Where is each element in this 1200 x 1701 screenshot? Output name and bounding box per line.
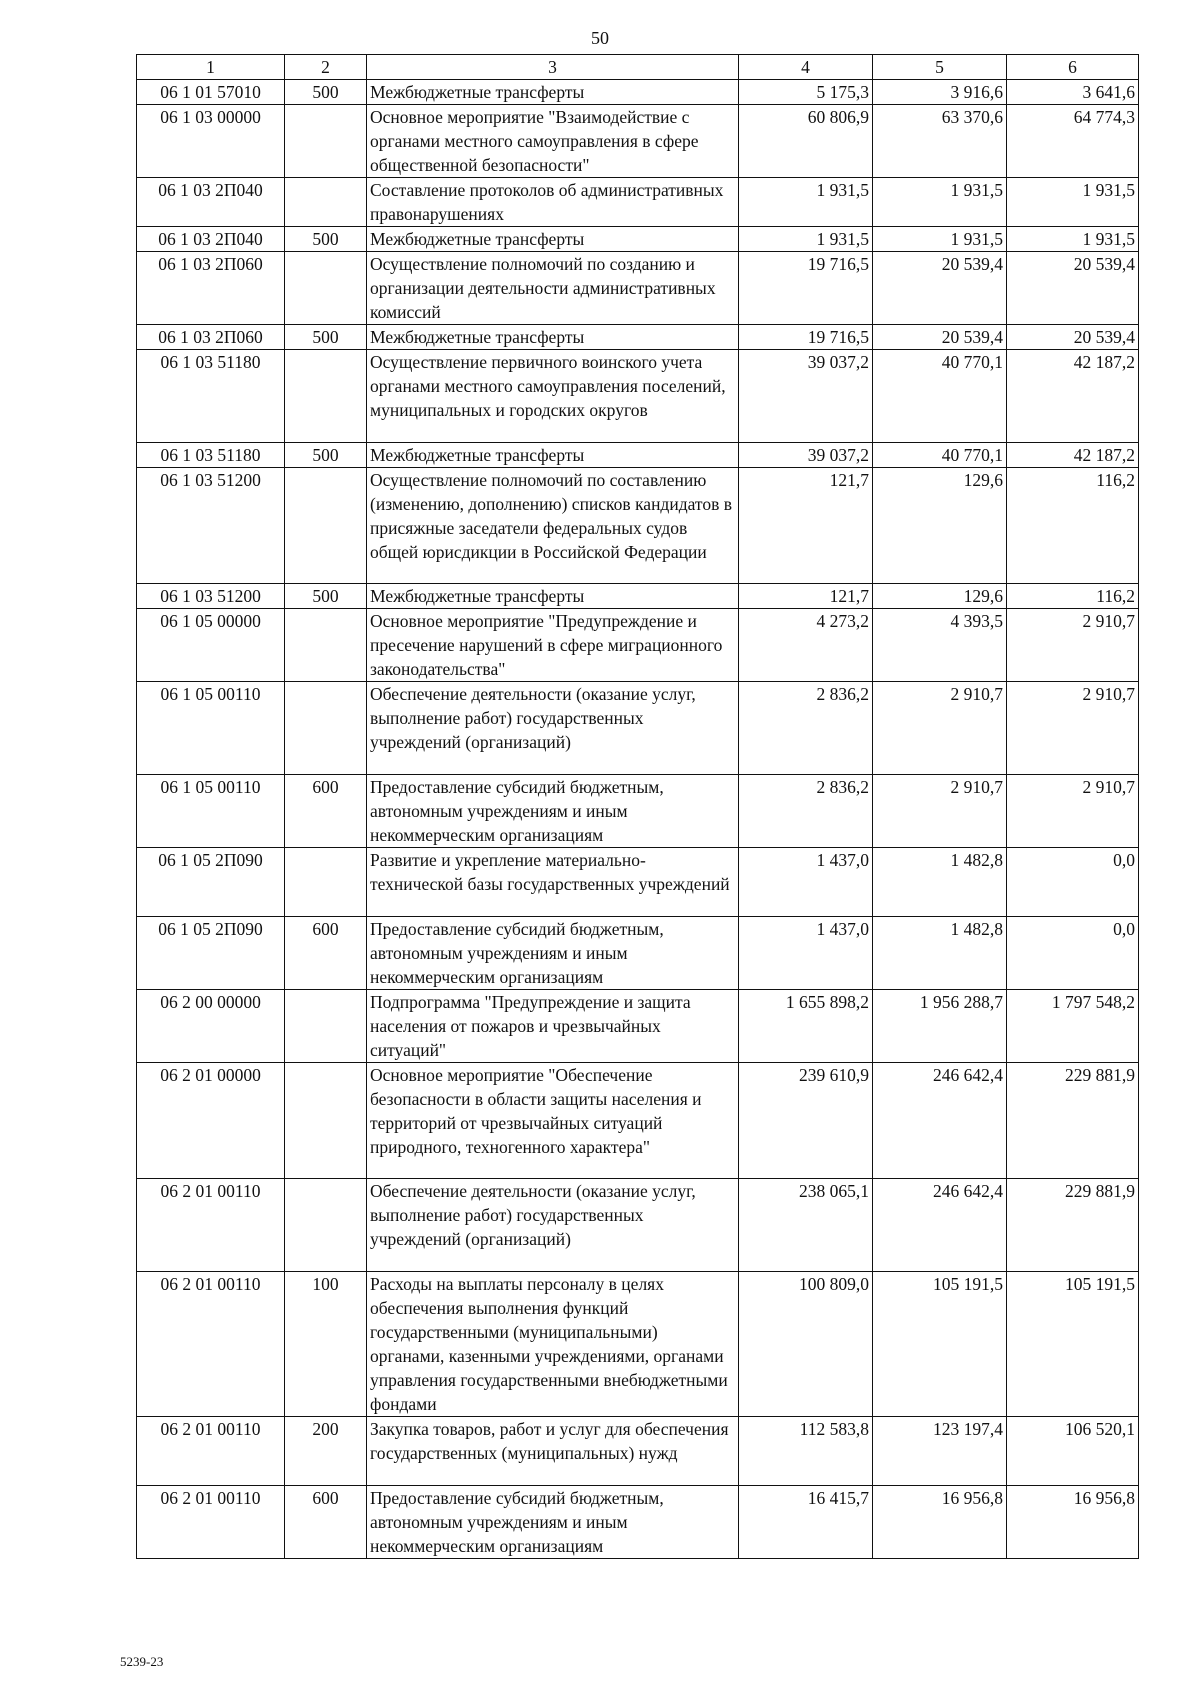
item-name-cell: Основное мероприятие "Взаимодействие с органами местного самоуправления в сфере общественной безопасности"	[367, 105, 739, 178]
item-name-cell: Межбюджетные трансферты	[367, 325, 739, 350]
table-row	[137, 1179, 1139, 1272]
code-cell: 06 1 01 57010	[137, 80, 285, 105]
amount-year1-cell: 1 655 898,2	[739, 990, 873, 1063]
code-cell: 06 1 05 2П090	[137, 917, 285, 990]
expense-type-cell	[285, 178, 367, 227]
amount-year3-cell: 1 797 548,2	[1007, 990, 1139, 1063]
code-cell: 06 2 00 00000	[137, 990, 285, 1063]
amount-year2-cell: 123 197,4	[873, 1417, 1007, 1486]
table-row	[137, 584, 1139, 609]
column-header: 3	[367, 55, 739, 80]
amount-year2-cell: 63 370,6	[873, 105, 1007, 178]
code-cell: 06 1 03 51180	[137, 350, 285, 443]
item-name-cell: Составление протоколов об административных правонарушениях	[367, 178, 739, 227]
amount-year2-cell: 1 482,8	[873, 917, 1007, 990]
amount-year2-cell: 105 191,5	[873, 1272, 1007, 1417]
item-name-cell: Межбюджетные трансферты	[367, 227, 739, 252]
amount-year2-cell: 1 482,8	[873, 848, 1007, 917]
amount-year2-cell: 4 393,5	[873, 609, 1007, 682]
item-name-cell: Предоставление субсидий бюджетным, автономным учреждениям и иным некоммерческим организациям	[367, 1486, 739, 1559]
item-name-cell: Межбюджетные трансферты	[367, 584, 739, 609]
amount-year3-cell: 64 774,3	[1007, 105, 1139, 178]
amount-year3-cell: 116,2	[1007, 584, 1139, 609]
amount-year3-cell: 20 539,4	[1007, 252, 1139, 325]
table-row	[137, 990, 1139, 1063]
table-row	[137, 468, 1139, 584]
item-name-cell: Осуществление полномочий по составлению (изменению, дополнению) списков кандидатов в присяжные заседатели федеральных судов общей юрисдикции в Российской Федерации	[367, 468, 739, 584]
column-header: 6	[1007, 55, 1139, 80]
amount-year2-cell: 1 956 288,7	[873, 990, 1007, 1063]
item-name-cell: Закупка товаров, работ и услуг для обеспечения государственных (муниципальных) нужд	[367, 1417, 739, 1486]
amount-year2-cell: 1 931,5	[873, 178, 1007, 227]
expense-type-cell: 500	[285, 80, 367, 105]
item-name-cell: Межбюджетные трансферты	[367, 443, 739, 468]
table-row	[137, 1417, 1139, 1486]
column-header: 5	[873, 55, 1007, 80]
amount-year2-cell: 3 916,6	[873, 80, 1007, 105]
amount-year1-cell: 19 716,5	[739, 252, 873, 325]
amount-year3-cell: 229 881,9	[1007, 1179, 1139, 1272]
amount-year1-cell: 112 583,8	[739, 1417, 873, 1486]
expense-type-cell: 500	[285, 325, 367, 350]
amount-year3-cell: 2 910,7	[1007, 682, 1139, 775]
amount-year3-cell: 3 641,6	[1007, 80, 1139, 105]
expense-type-cell	[285, 468, 367, 584]
amount-year1-cell: 4 273,2	[739, 609, 873, 682]
amount-year1-cell: 2 836,2	[739, 775, 873, 848]
expense-type-cell	[285, 1179, 367, 1272]
table-row	[137, 1486, 1139, 1559]
code-cell: 06 1 05 00110	[137, 775, 285, 848]
item-name-cell: Обеспечение деятельности (оказание услуг, выполнение работ) государственных учреждений (организаций)	[367, 682, 739, 775]
table-row	[137, 1272, 1139, 1417]
amount-year2-cell: 246 642,4	[873, 1179, 1007, 1272]
amount-year1-cell: 239 610,9	[739, 1063, 873, 1179]
code-cell: 06 1 05 2П090	[137, 848, 285, 917]
code-cell: 06 2 01 00110	[137, 1417, 285, 1486]
amount-year1-cell: 1 931,5	[739, 178, 873, 227]
expense-type-cell: 600	[285, 775, 367, 848]
expense-type-cell	[285, 350, 367, 443]
budget-table	[136, 54, 1139, 1559]
item-name-cell: Развитие и укрепление материально-технической базы государственных учреждений	[367, 848, 739, 917]
amount-year1-cell: 39 037,2	[739, 443, 873, 468]
amount-year1-cell: 39 037,2	[739, 350, 873, 443]
amount-year1-cell: 121,7	[739, 584, 873, 609]
amount-year3-cell: 1 931,5	[1007, 178, 1139, 227]
expense-type-cell	[285, 1063, 367, 1179]
amount-year2-cell: 16 956,8	[873, 1486, 1007, 1559]
expense-type-cell: 600	[285, 917, 367, 990]
item-name-cell: Осуществление первичного воинского учета органами местного самоуправления поселений, муниципальных и городских округов	[367, 350, 739, 443]
column-header: 2	[285, 55, 367, 80]
item-name-cell: Осуществление полномочий по созданию и организации деятельности административных комиссий	[367, 252, 739, 325]
amount-year3-cell: 116,2	[1007, 468, 1139, 584]
table-row	[137, 443, 1139, 468]
amount-year3-cell: 106 520,1	[1007, 1417, 1139, 1486]
table-row	[137, 252, 1139, 325]
code-cell: 06 1 03 51200	[137, 468, 285, 584]
expense-type-cell	[285, 682, 367, 775]
column-header: 4	[739, 55, 873, 80]
table-row	[137, 178, 1139, 227]
code-cell: 06 1 03 2П060	[137, 325, 285, 350]
amount-year2-cell: 40 770,1	[873, 443, 1007, 468]
amount-year3-cell: 105 191,5	[1007, 1272, 1139, 1417]
amount-year3-cell: 229 881,9	[1007, 1063, 1139, 1179]
code-cell: 06 1 05 00000	[137, 609, 285, 682]
expense-type-cell	[285, 609, 367, 682]
expense-type-cell: 500	[285, 443, 367, 468]
code-cell: 06 1 03 51180	[137, 443, 285, 468]
table-row	[137, 682, 1139, 775]
table-row	[137, 848, 1139, 917]
amount-year3-cell: 42 187,2	[1007, 443, 1139, 468]
amount-year2-cell: 129,6	[873, 468, 1007, 584]
table-row	[137, 917, 1139, 990]
table-row	[137, 325, 1139, 350]
amount-year3-cell: 1 931,5	[1007, 227, 1139, 252]
amount-year1-cell: 1 437,0	[739, 848, 873, 917]
amount-year2-cell: 20 539,4	[873, 325, 1007, 350]
document-code: 5239-23	[120, 1654, 164, 1669]
expense-type-cell	[285, 252, 367, 325]
code-cell: 06 2 01 00000	[137, 1063, 285, 1179]
amount-year1-cell: 2 836,2	[739, 682, 873, 775]
amount-year1-cell: 5 175,3	[739, 80, 873, 105]
expense-type-cell: 500	[285, 227, 367, 252]
amount-year1-cell: 19 716,5	[739, 325, 873, 350]
item-name-cell: Основное мероприятие "Предупреждение и пресечение нарушений в сфере миграционного законодательства"	[367, 609, 739, 682]
amount-year3-cell: 0,0	[1007, 848, 1139, 917]
item-name-cell: Основное мероприятие "Обеспечение безопасности в области защиты населения и территорий от чрезвычайных ситуаций природного, техногенного характера"	[367, 1063, 739, 1179]
amount-year2-cell: 1 931,5	[873, 227, 1007, 252]
expense-type-cell: 500	[285, 584, 367, 609]
amount-year1-cell: 1 931,5	[739, 227, 873, 252]
amount-year3-cell: 42 187,2	[1007, 350, 1139, 443]
amount-year1-cell: 100 809,0	[739, 1272, 873, 1417]
code-cell: 06 1 03 00000	[137, 105, 285, 178]
code-cell: 06 2 01 00110	[137, 1179, 285, 1272]
code-cell: 06 1 03 2П060	[137, 252, 285, 325]
amount-year2-cell: 20 539,4	[873, 252, 1007, 325]
code-cell: 06 1 03 51200	[137, 584, 285, 609]
table-row	[137, 227, 1139, 252]
amount-year2-cell: 2 910,7	[873, 775, 1007, 848]
page-number: 50	[591, 28, 609, 48]
table-row	[137, 775, 1139, 848]
amount-year3-cell: 2 910,7	[1007, 609, 1139, 682]
item-name-cell: Предоставление субсидий бюджетным, автономным учреждениям и иным некоммерческим организациям	[367, 917, 739, 990]
amount-year2-cell: 246 642,4	[873, 1063, 1007, 1179]
amount-year1-cell: 121,7	[739, 468, 873, 584]
expense-type-cell: 200	[285, 1417, 367, 1486]
table-row	[137, 80, 1139, 105]
amount-year3-cell: 16 956,8	[1007, 1486, 1139, 1559]
table-row	[137, 350, 1139, 443]
item-name-cell: Подпрограмма "Предупреждение и защита населения от пожаров и чрезвычайных ситуаций"	[367, 990, 739, 1063]
amount-year2-cell: 2 910,7	[873, 682, 1007, 775]
amount-year1-cell: 1 437,0	[739, 917, 873, 990]
amount-year3-cell: 20 539,4	[1007, 325, 1139, 350]
expense-type-cell	[285, 848, 367, 917]
header-row	[137, 55, 1139, 80]
amount-year1-cell: 238 065,1	[739, 1179, 873, 1272]
item-name-cell: Обеспечение деятельности (оказание услуг, выполнение работ) государственных учреждений (организаций)	[367, 1179, 739, 1272]
code-cell: 06 2 01 00110	[137, 1486, 285, 1559]
amount-year3-cell: 0,0	[1007, 917, 1139, 990]
expense-type-cell	[285, 990, 367, 1063]
code-cell: 06 1 03 2П040	[137, 227, 285, 252]
amount-year1-cell: 60 806,9	[739, 105, 873, 178]
code-cell: 06 1 03 2П040	[137, 178, 285, 227]
expense-type-cell: 600	[285, 1486, 367, 1559]
code-cell: 06 1 05 00110	[137, 682, 285, 775]
item-name-cell: Предоставление субсидий бюджетным, автономным учреждениям и иным некоммерческим организациям	[367, 775, 739, 848]
expense-type-cell: 100	[285, 1272, 367, 1417]
amount-year1-cell: 16 415,7	[739, 1486, 873, 1559]
table-row	[137, 1063, 1139, 1179]
code-cell: 06 2 01 00110	[137, 1272, 285, 1417]
amount-year2-cell: 40 770,1	[873, 350, 1007, 443]
amount-year2-cell: 129,6	[873, 584, 1007, 609]
table-row	[137, 105, 1139, 178]
expense-type-cell	[285, 105, 367, 178]
item-name-cell: Межбюджетные трансферты	[367, 80, 739, 105]
table-row	[137, 609, 1139, 682]
amount-year3-cell: 2 910,7	[1007, 775, 1139, 848]
item-name-cell: Расходы на выплаты персоналу в целях обеспечения выполнения функций государственными (муниципальными) органами, казенными учреждениями, органами управления государственными внебюджетными фондами	[367, 1272, 739, 1417]
column-header: 1	[137, 55, 285, 80]
